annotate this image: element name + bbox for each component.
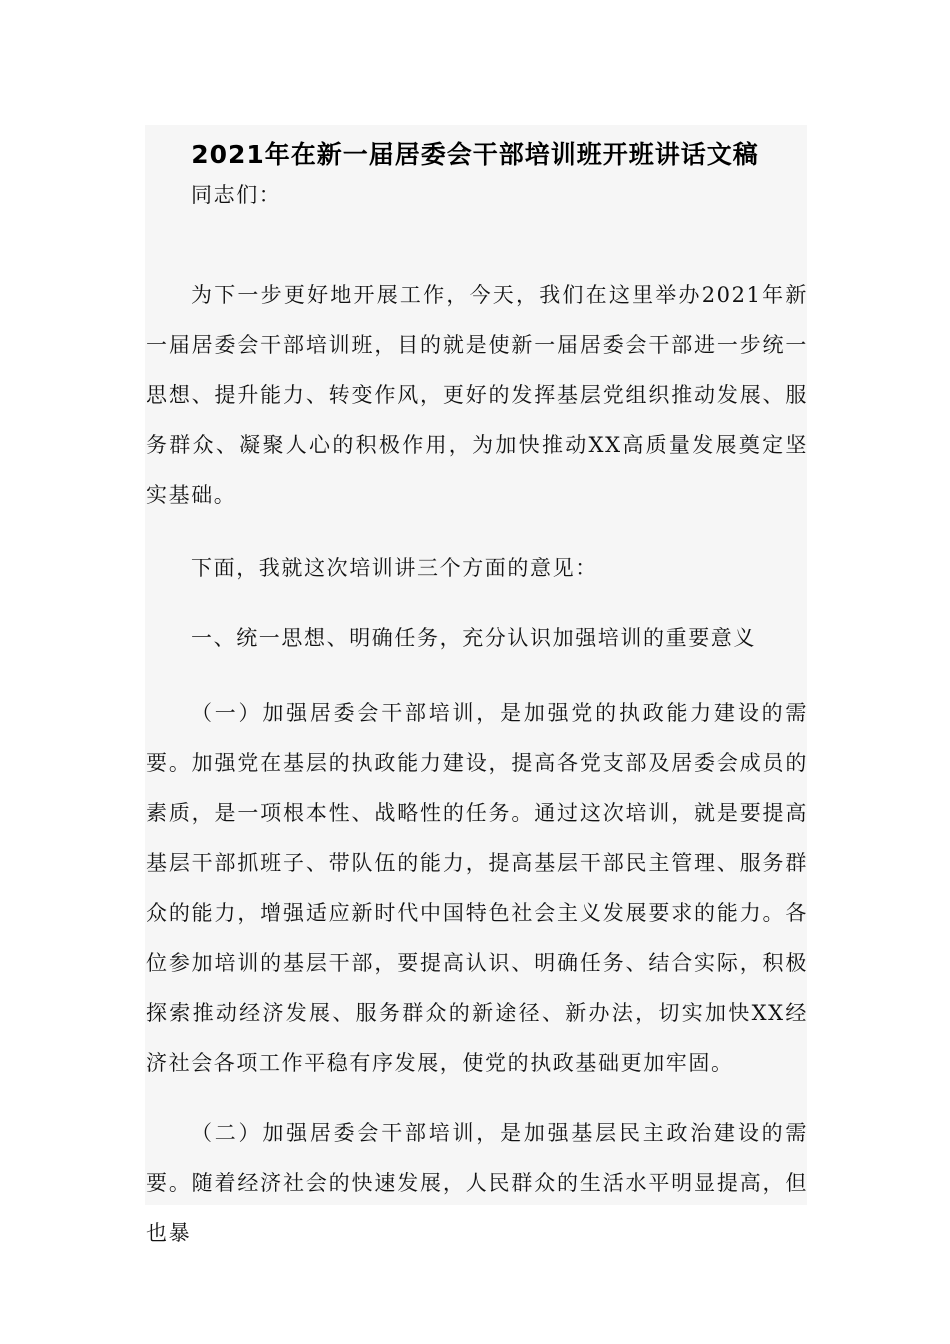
section-one-heading: 一、统一思想、明确任务，充分认识加强培训的重要意义	[191, 626, 756, 650]
point-one-paragraph: （一）加强居委会干部培训，是加强党的执政能力建设的需要。加强党在基层的执政能力建设，提高各党支部及居委会成员的素质，是一项根本性、战略性的任务。通过这次培训，就是要提高基层干部抓班子、带队伍的能力，提高基层干部民主管理、服务群众的能力，增强适应新时代中国特色社会主义发展要求的能力。各位参加培训的基层干部，要提高认识、明确任务、结合实际，积极探索推动经济发展、服务群众的新途径、新办法，切实加快XX经济社会各项工作平稳有序发展，使党的执政基础更加牢固。	[146, 701, 808, 1075]
greeting-paragraph: 同志们：	[191, 183, 282, 207]
document-title: 2021年在新一届居委会干部培训班开班讲话文稿	[191, 140, 759, 169]
intro-paragraph: 为下一步更好地开展工作，今天，我们在这里举办2021年新一届居委会干部培训班，目的就是使新一届居委会干部进一步统一思想、提升能力、转变作风，更好的发挥基层党组织推动发展、服务群众、凝聚人心的积极作用，为加快推动XX高质量发展奠定坚实基础。	[146, 283, 808, 507]
outline-paragraph: 下面，我就这次培训讲三个方面的意见：	[191, 556, 598, 580]
point-two-paragraph: （二）加强居委会干部培训，是加强基层民主政治建设的需要。随着经济社会的快速发展，人民群众的生活水平明显提高，但也暴	[146, 1121, 808, 1245]
